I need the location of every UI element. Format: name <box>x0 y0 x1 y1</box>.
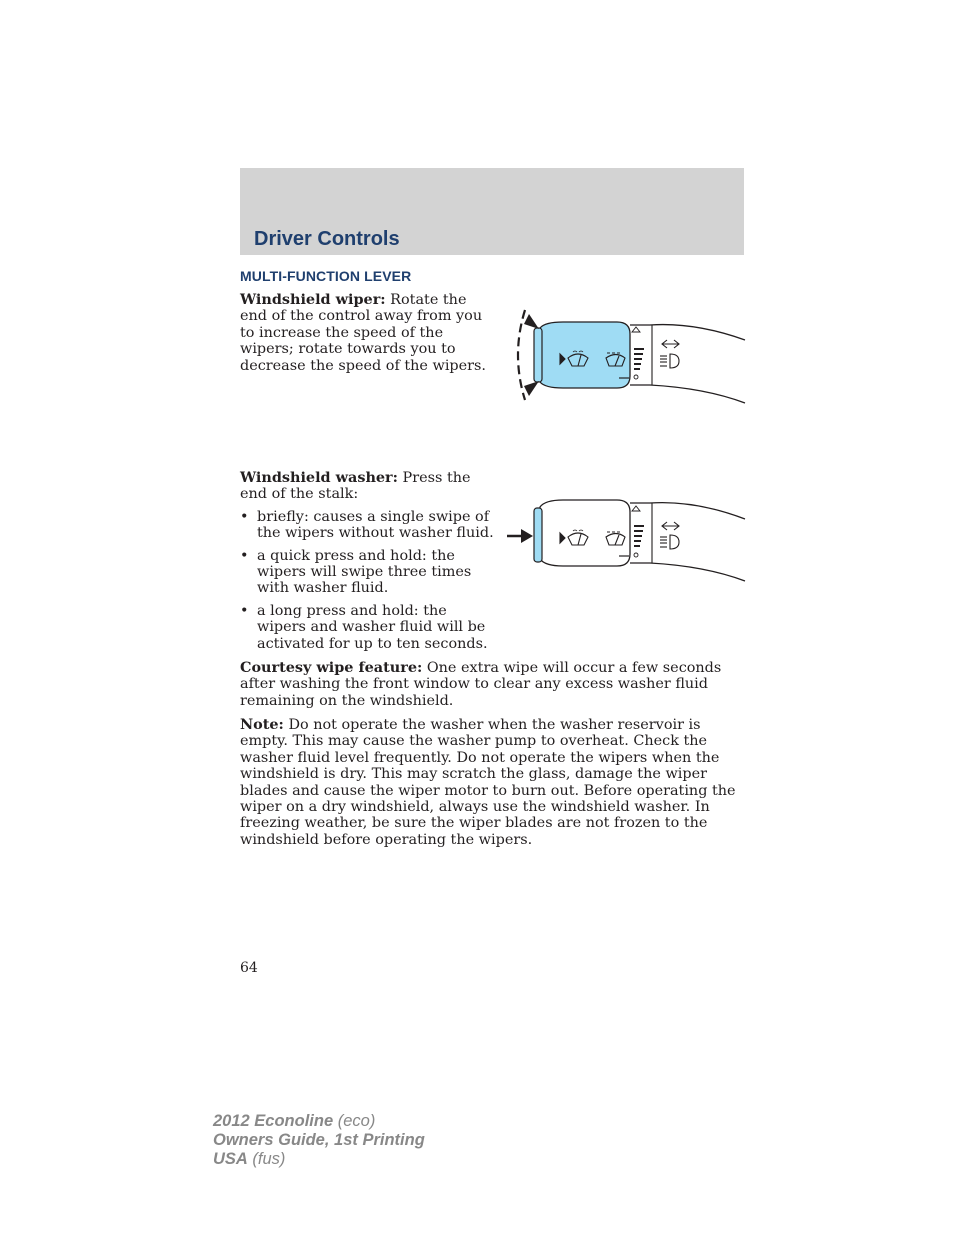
footer-model: 2012 Econoline <box>213 1112 334 1130</box>
footer-guide: Owners Guide, 1st Printing <box>213 1131 425 1149</box>
headlamp-icon <box>660 354 679 368</box>
wiper-paragraph <box>240 292 490 374</box>
press-arrow-icon <box>507 529 533 543</box>
list-item: • a quick press and hold: the wipers will swipe three times with washer fluid. <box>240 547 472 597</box>
washer-block <box>240 470 498 658</box>
header-band <box>240 168 744 255</box>
headlamp-icon <box>660 535 679 549</box>
wiper-label: Windshield wiper: <box>240 291 386 308</box>
footer-market-code: (fus) <box>247 1150 286 1168</box>
note-paragraph <box>240 717 745 848</box>
washer-bullet-list <box>240 509 498 652</box>
footer-market: USA <box>213 1150 248 1168</box>
washer-text: Press the end of the stalk: <box>240 470 471 503</box>
wiper-text: Rotate the end of the control away from you to increase the speed of the wipers; rotate towards you to decrease the speed of the wipers. <box>240 292 486 374</box>
footer <box>213 1112 425 1169</box>
note-label: Note: <box>240 716 284 733</box>
footer-model-code: (eco) <box>333 1112 376 1130</box>
courtesy-paragraph <box>240 660 745 709</box>
page-title: Driver Controls <box>254 228 400 250</box>
turn-signal-icon <box>662 340 679 348</box>
washer-lever-diagram <box>505 495 750 585</box>
wiper-lever-diagram <box>505 300 750 410</box>
section-heading: MULTI-FUNCTION LEVER <box>240 268 412 284</box>
courtesy-text: One extra wipe will occur a few seconds after washing the front window to clear any excess washer fluid remaining on the windshield. <box>240 660 722 709</box>
note-text: Do not operate the washer when the washer reservoir is empty. This may cause the washer pump to overheat. Check the washer fluid level frequently. Do not operate the wipers when the windshield is dry. This may scratch the glass, damage the wiper blades and cause the wiper motor to burn out. Before operating the wiper on a dry windshield, always use the windshield washer. In freezing weather, be sure the wiper blades are not frozen to the windshield before operating the wipers. <box>240 717 736 848</box>
list-item: • a long press and hold: the wipers and washer fluid will be activated for up to ten seconds. <box>240 602 488 652</box>
list-item: • briefly: causes a single swipe of the wipers without washer fluid. <box>240 508 494 542</box>
page-number: 64 <box>240 960 258 976</box>
turn-signal-icon <box>662 522 679 530</box>
washer-label: Windshield washer: <box>240 469 398 486</box>
courtesy-label: Courtesy wipe feature: <box>240 659 423 676</box>
